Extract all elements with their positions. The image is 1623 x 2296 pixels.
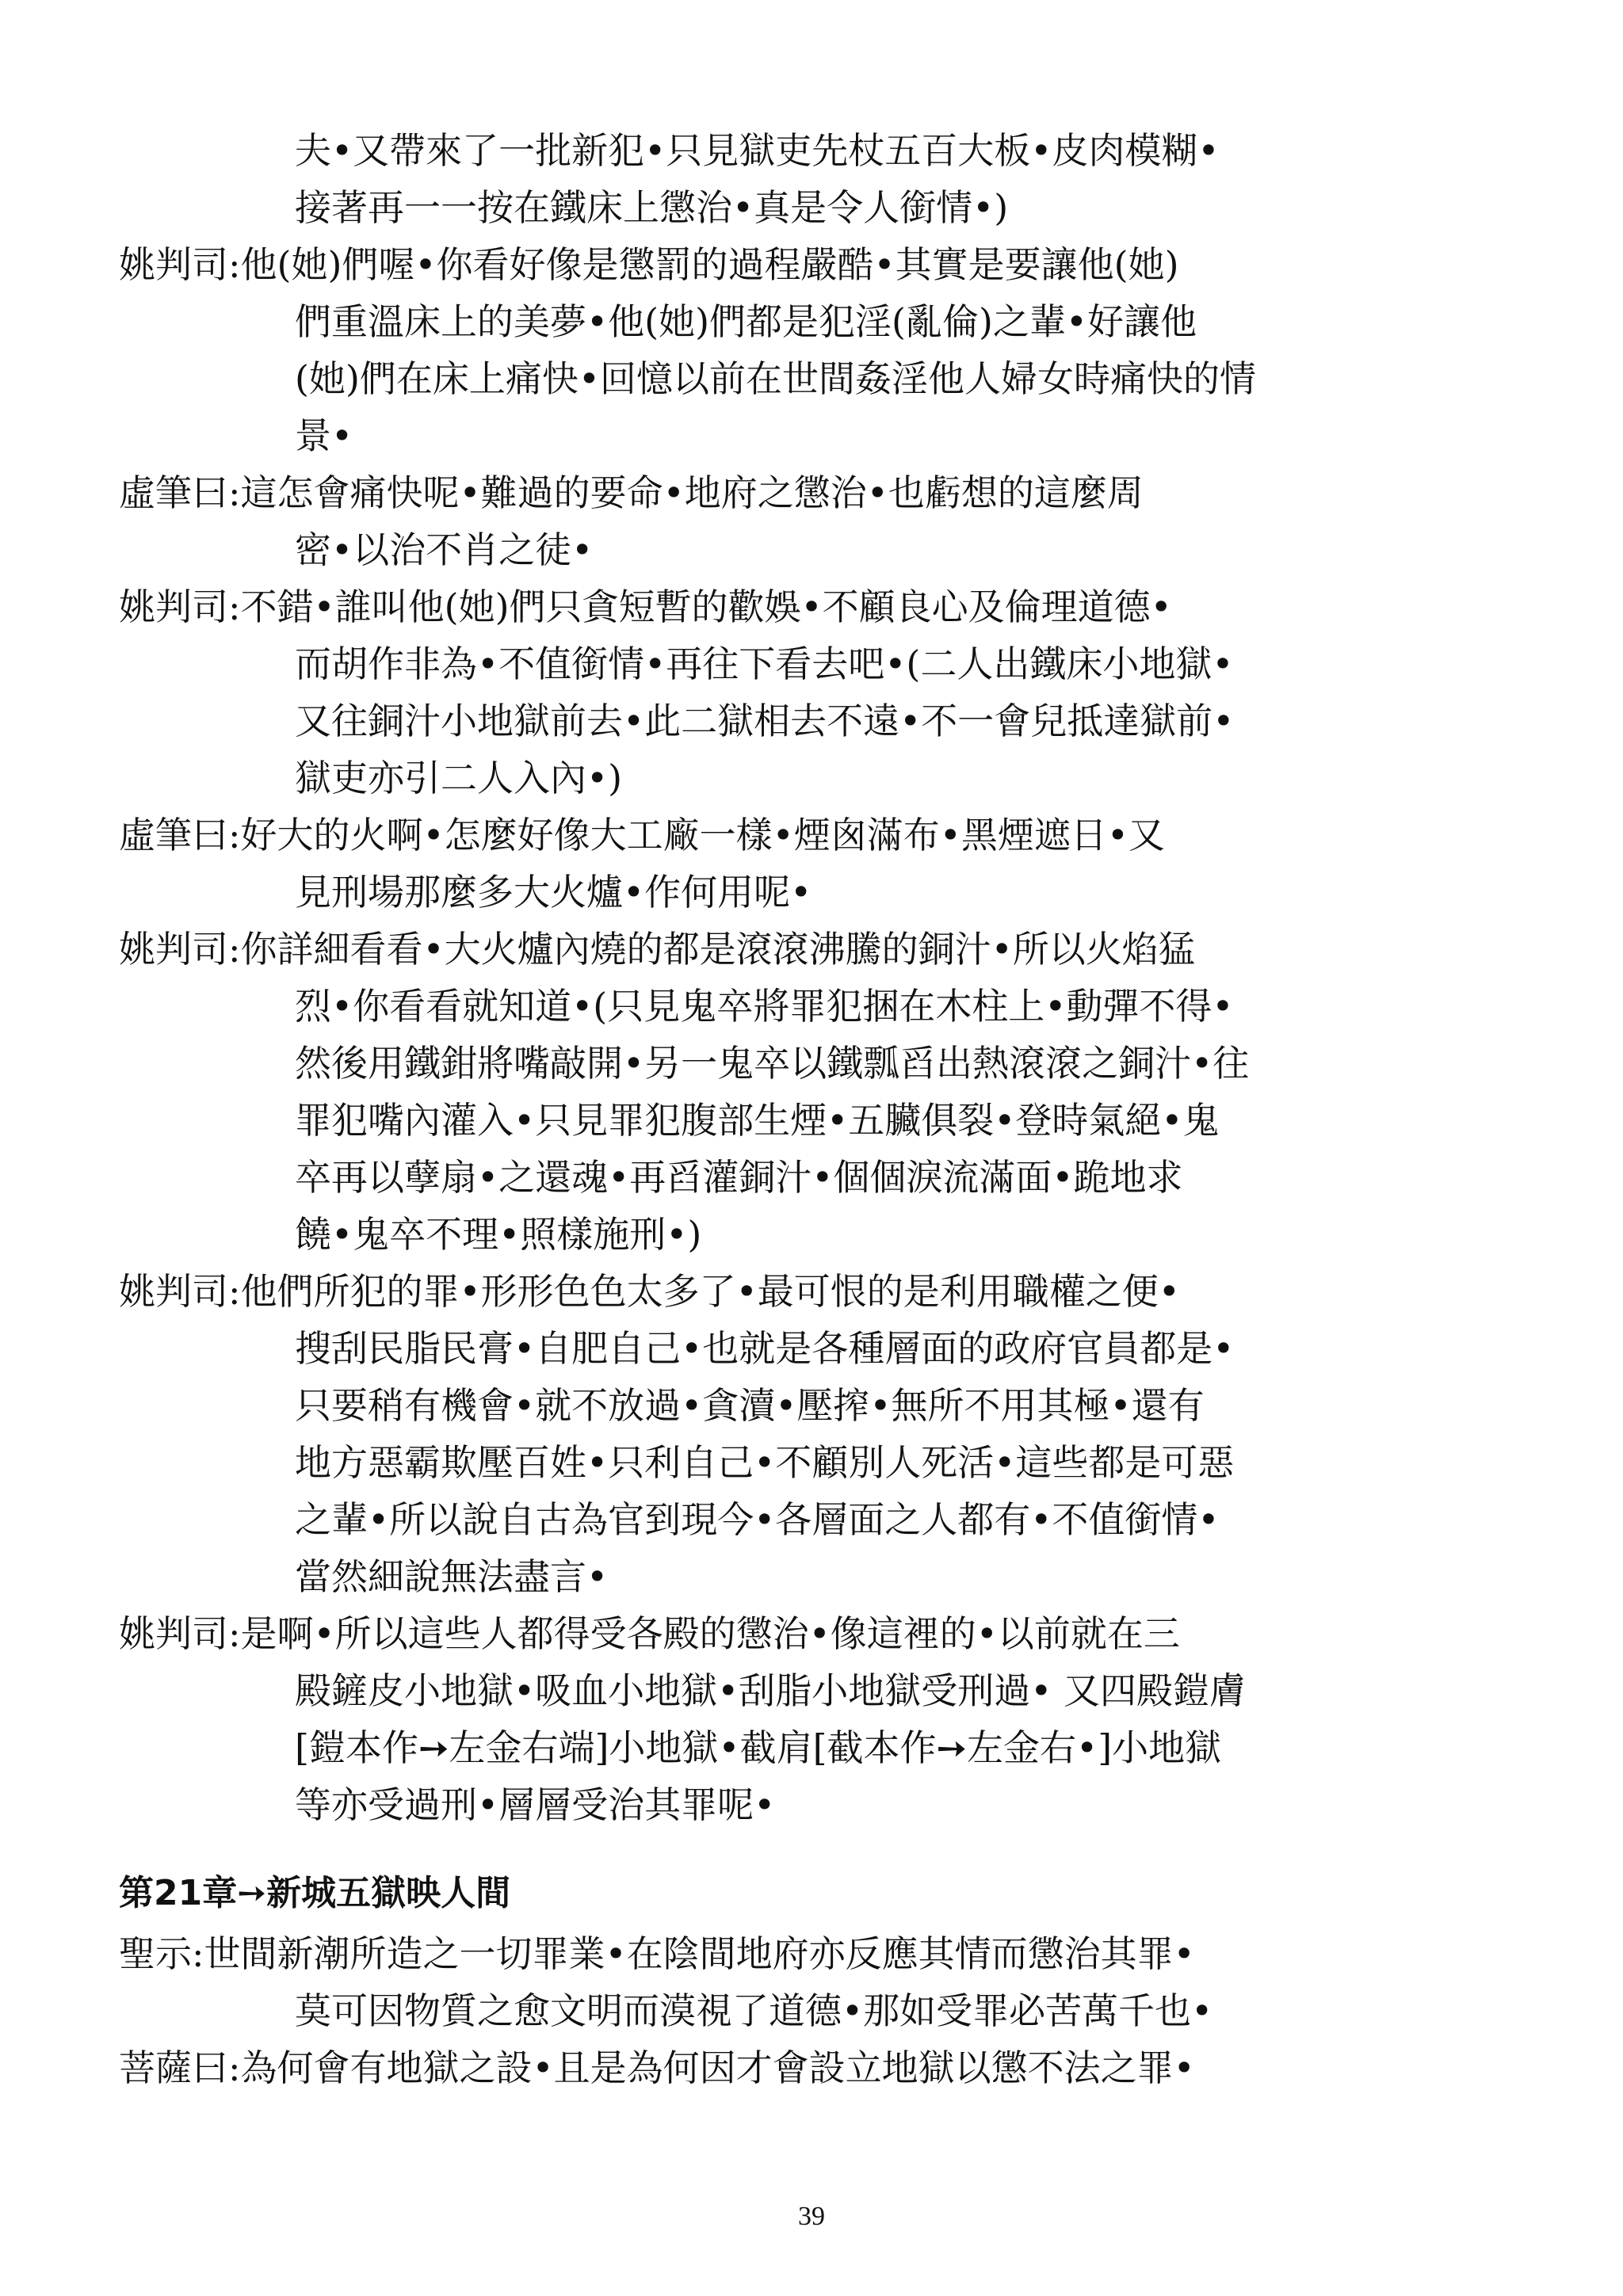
text-line: 聖示:世間新潮所造之一切罪業•在陰間地府亦反應其情而懲治其罪• bbox=[119, 1932, 1195, 1975]
text-line: 見刑場那麼多大火爐•作何用呢• bbox=[295, 871, 812, 913]
page-number: 39 bbox=[798, 2202, 825, 2231]
text-line: 當然細說無法盡言• bbox=[295, 1555, 609, 1598]
text-line: 罪犯嘴內灌入•只見罪犯腹部生煙•五臟俱裂•登時氣絕•鬼 bbox=[295, 1099, 1220, 1142]
text-line: 虛筆曰:這怎會痛快呢•難過的要命•地府之懲治•也虧想的這麼周 bbox=[119, 471, 1144, 514]
text-line: 莫可因物質之愈文明而漠視了道德•那如受罪必苦萬千也• bbox=[295, 1989, 1213, 2032]
text-line: 們重溫床上的美夢•他(她)們都是犯淫(亂倫)之輩•好讓他 bbox=[295, 300, 1197, 343]
text-line: 虛筆曰:好大的火啊•怎麼好像大工廠一樣•煙囪滿布•黑煙遮日•又 bbox=[119, 814, 1166, 856]
text-line: 景• bbox=[295, 414, 353, 457]
text-line: 獄吏亦引二人入內•) bbox=[295, 757, 623, 799]
text-line: 烈•你看看就知道•(只見鬼卒將罪犯捆在木柱上•動彈不得• bbox=[295, 985, 1234, 1028]
text-line: 密•以治不肖之徒• bbox=[295, 528, 594, 571]
text-line: 等亦受過刑•層層受治其罪呢• bbox=[295, 1783, 776, 1826]
text-line: 地方惡霸欺壓百姓•只利自己•不顧別人死活•這些都是可惡 bbox=[295, 1441, 1235, 1484]
text-line: 而胡作非為•不值銜情•再往下看去吧•(二人出鐵床小地獄• bbox=[295, 643, 1234, 685]
text-line: 殿鏟皮小地獄•吸血小地獄•刮脂小地獄受刑過• 又四殿鎧膚 bbox=[295, 1669, 1247, 1712]
text-line: [鎧本作➙左金右端]小地獄•截肩[截本作➙左金右•]小地獄 bbox=[295, 1726, 1222, 1769]
text-line: 又往銅汁小地獄前去•此二獄相去不遠•不一會兒抵達獄前• bbox=[295, 700, 1235, 742]
text-line: 然後用鐵鉗將嘴敲開•另一鬼卒以鐵瓢舀出熱滾滾之銅汁•往 bbox=[295, 1042, 1250, 1085]
text-line: 夫•又帶來了一批新犯•只見獄吏先杖五百大板•皮肉模糊• bbox=[295, 129, 1220, 172]
text-line: 菩薩曰:為何會有地獄之設•且是為何因才會設立地獄以懲不法之罪• bbox=[119, 2046, 1195, 2089]
text-line: 搜刮民脂民膏•自肥自己•也就是各種層面的政府官員都是• bbox=[295, 1327, 1235, 1370]
text-line: 卒再以孽扇•之還魂•再舀灌銅汁•個個淚流滿面•跪地求 bbox=[295, 1156, 1183, 1199]
text-line: 之輩•所以說自古為官到現今•各層面之人都有•不值銜情• bbox=[295, 1498, 1220, 1541]
text-line: 姚判司:不錯•誰叫他(她)們只貪短暫的歡娛•不顧良心及倫理道德• bbox=[119, 585, 1172, 628]
text-line: 姚判司:是啊•所以這些人都得受各殿的懲治•像這裡的•以前就在三 bbox=[119, 1612, 1180, 1655]
text-line: 姚判司:他(她)們喔•你看好像是懲罰的過程嚴酷•其實是要讓他(她) bbox=[119, 243, 1179, 286]
text-line: 只要稍有機會•就不放過•貪瀆•壓搾•無所不用其極•還有 bbox=[295, 1384, 1205, 1427]
text-line: 姚判司:你詳細看看•大火爐內燒的都是滾滾沸騰的銅汁•所以火焰猛 bbox=[119, 928, 1195, 971]
text-line: 姚判司:他們所犯的罪•形形色色太多了•最可恨的是利用職權之便• bbox=[119, 1270, 1180, 1313]
text-line: 饒•鬼卒不理•照樣施刑•) bbox=[295, 1213, 702, 1256]
chapter-heading: 第21章➙新城五獄映人間 bbox=[119, 1873, 511, 1913]
text-line: (她)們在床上痛快•回憶以前在世間姦淫他人婦女時痛快的情 bbox=[295, 357, 1257, 400]
text-line: 接著再一一按在鐵床上懲治•真是令人銜情•) bbox=[295, 186, 1009, 229]
